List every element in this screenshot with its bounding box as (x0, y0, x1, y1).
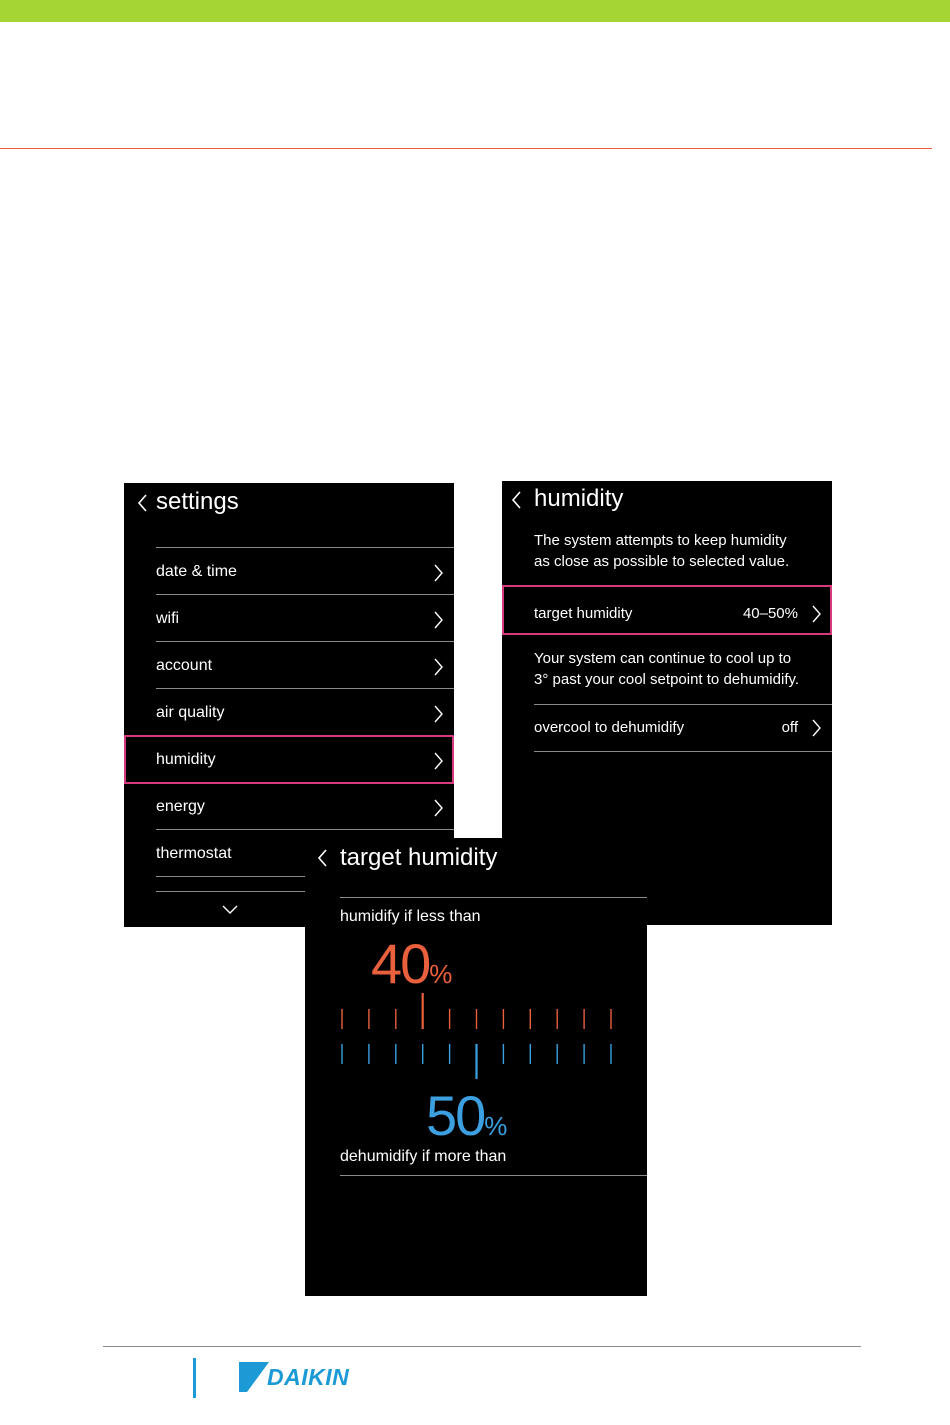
settings-item-label: humidity (156, 751, 216, 768)
divider (156, 829, 454, 830)
settings-item-label: thermostat (156, 845, 232, 862)
overcool-row[interactable] (534, 704, 832, 750)
footer-divider (103, 1346, 861, 1347)
dehumidify-value: 50 (426, 1084, 485, 1147)
settings-item-account[interactable] (156, 643, 454, 689)
back-arrow-icon[interactable] (133, 491, 153, 515)
chevron-right-icon (432, 704, 444, 724)
settings-item-label: energy (156, 798, 205, 815)
settings-item-label: wifi (156, 610, 180, 627)
chevron-right-icon (432, 798, 444, 818)
humidity-description: The system attempts to keep humidity as close as possible to selected value. (534, 532, 790, 570)
daikin-logo-mark-icon (239, 1362, 269, 1392)
divider (340, 1175, 647, 1176)
settings-item-label: account (156, 657, 213, 674)
divider (156, 641, 454, 642)
target-humidity-highlight-box (502, 585, 832, 635)
divider (534, 751, 832, 752)
overcool-label: overcool to dehumidify (534, 719, 685, 736)
divider (156, 594, 454, 595)
chevron-right-icon (810, 718, 822, 738)
dehumidify-percent: % (484, 1111, 508, 1141)
back-arrow-icon[interactable] (507, 488, 527, 512)
chevron-right-icon (432, 610, 444, 630)
humidity-range-slider[interactable] (305, 838, 647, 1088)
chevron-right-icon (432, 563, 444, 583)
footer-accent-bar (193, 1358, 196, 1398)
settings-title: settings (156, 488, 239, 515)
target-humidity-screen (305, 838, 647, 1296)
chevron-right-icon (432, 657, 444, 677)
chevron-down-icon[interactable] (221, 903, 239, 915)
settings-item-energy[interactable] (156, 784, 454, 830)
target-humidity-value: 40–50% (742, 605, 798, 622)
top-accent-bar (0, 0, 950, 22)
target-humidity-title: target humidity (340, 844, 498, 871)
settings-item-label: date & time (156, 563, 237, 580)
settings-item-wifi[interactable] (156, 596, 454, 642)
humidify-value: 40 (371, 932, 430, 995)
humidity-highlight-box (124, 735, 454, 784)
target-humidity-label: target humidity (534, 605, 633, 622)
dehumidify-label: dehumidify if more than (340, 1148, 507, 1165)
overcool-value: off (781, 719, 798, 736)
divider (156, 688, 454, 689)
divider (156, 547, 454, 548)
brand-name: DAIKIN (267, 1364, 350, 1390)
settings-item-date-time[interactable] (156, 549, 454, 595)
humidity-title: humidity (534, 485, 624, 512)
overcool-note: Your system can continue to cool up to 3° past your cool setpoint to dehumidify. (534, 650, 800, 688)
humidify-percent: % (429, 959, 453, 989)
settings-item-air-quality[interactable] (156, 690, 454, 736)
humidify-label: humidify if less than (340, 908, 481, 925)
daikin-logo (239, 1362, 384, 1392)
header-divider (0, 148, 932, 149)
settings-item-label: air quality (156, 704, 225, 721)
